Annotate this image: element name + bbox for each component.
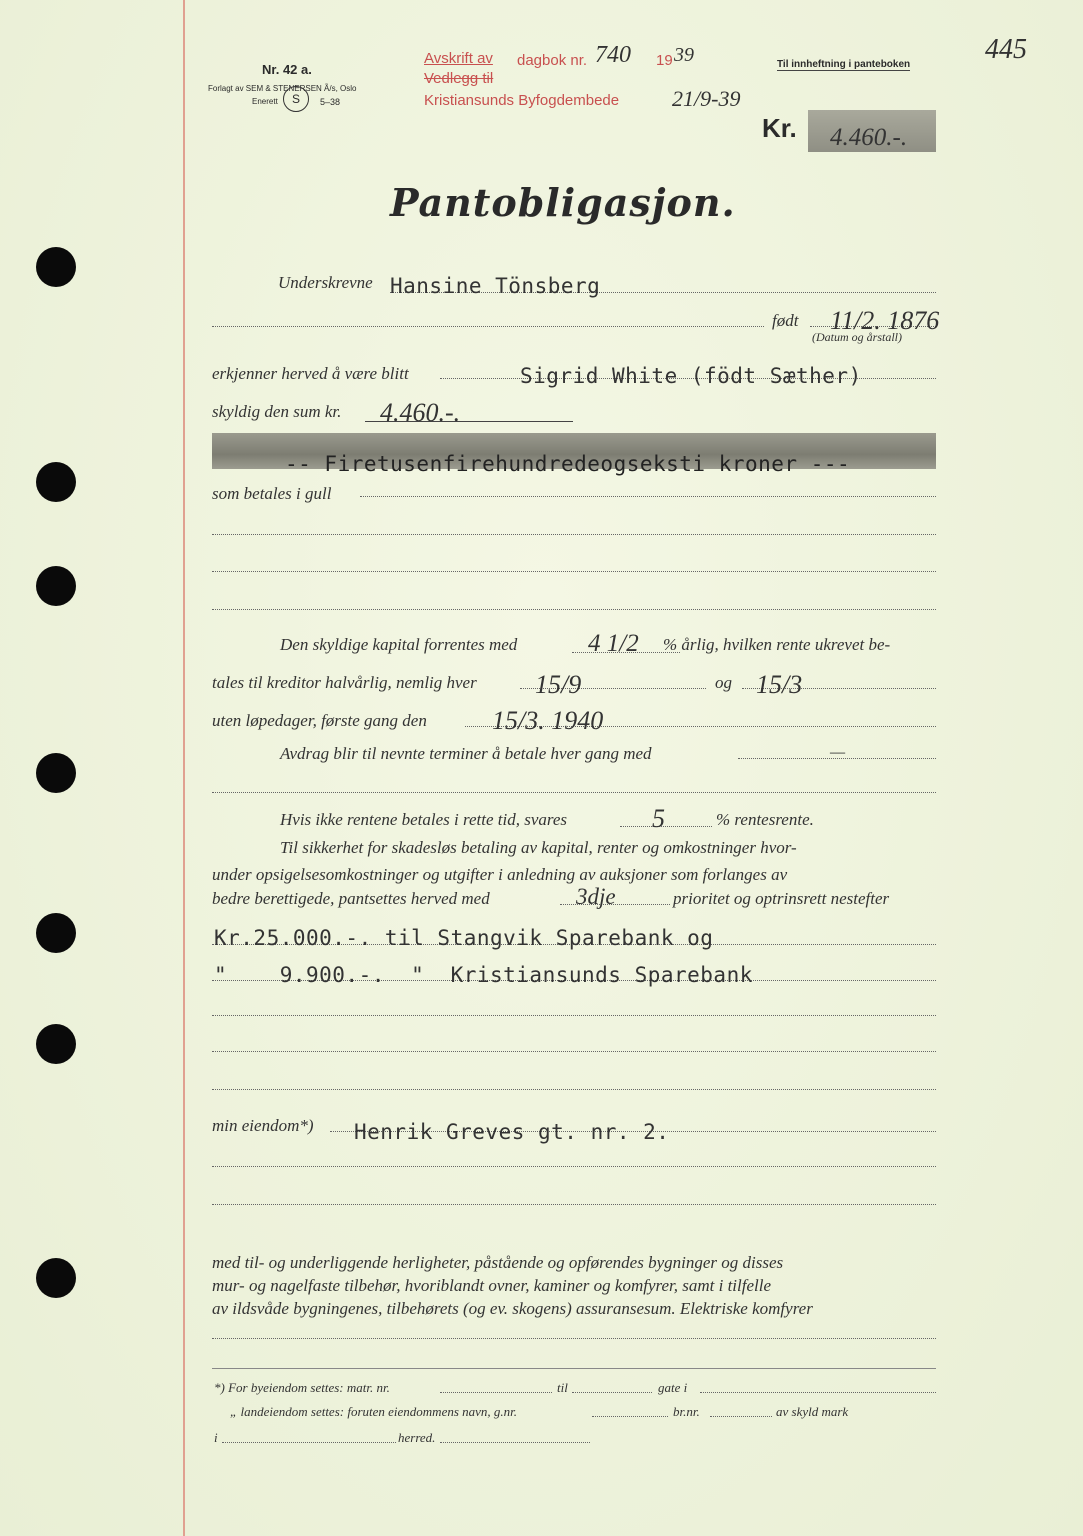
office-date: 21/9-39 xyxy=(672,86,741,111)
fodt-label: født xyxy=(772,311,799,330)
closing-line-1: med til- og underliggende herligheter, påstående og opførendes bygninger og disses xyxy=(212,1253,784,1272)
blank-line xyxy=(360,496,936,497)
blank-line xyxy=(212,1015,936,1016)
punch-hole xyxy=(36,1024,76,1064)
prior-claim-2: " 9.900.-. " Kristiansunds Sparebank xyxy=(214,963,753,987)
security-line-3b: prioritet og optrinsrett nestefter xyxy=(673,889,890,908)
office-name: Kristiansunds Byfogdembede xyxy=(424,92,620,109)
footnote-line xyxy=(440,1392,552,1393)
interest-line-1b: % årlig, hvilken rente ukrevet be- xyxy=(663,635,891,654)
blank-line xyxy=(212,1166,936,1167)
blank-line xyxy=(212,1089,936,1090)
footnote-1a: *) For byeiendom settes: matr. nr. xyxy=(214,1380,390,1395)
punch-hole xyxy=(36,247,76,287)
blank-line xyxy=(212,609,936,610)
erkjenner-label: erkjenner herved å være blitt xyxy=(212,364,409,383)
blank-line xyxy=(212,1338,936,1339)
form-number: Nr. 42 a. xyxy=(262,62,312,77)
fodt-hint: (Datum og årstall) xyxy=(812,330,902,344)
footnote-2a: „ landeiendom settes: foruten eiendommens navn, g.nr. xyxy=(230,1404,518,1419)
closing-line-2: mur- og nagelfaste tilbehør, hvoriblandt ovner, kaminer og komfyrer, samt i tilfelle xyxy=(212,1276,772,1295)
footnote-1b: til xyxy=(557,1380,568,1395)
footnote-3a: i xyxy=(214,1430,218,1445)
avdrag-label: Avdrag blir til nevnte terminer å betale hver gang med xyxy=(280,744,652,763)
amount-in-words: -- Firetusenfirehundredeogseksti kroner --- xyxy=(285,452,851,476)
publisher-seal-icon: S xyxy=(283,86,309,112)
undersk-label: Underskrevne xyxy=(278,273,373,292)
rente-pct-line xyxy=(620,826,712,827)
gull-label: som betales i gull xyxy=(212,484,332,503)
page-number: 445 xyxy=(985,34,1027,65)
security-line-2: under opsigelsesomkostninger og utgifter i anledning av auksjoner som forlanges av xyxy=(212,865,788,884)
footnote-line xyxy=(222,1442,396,1443)
publisher-code: 5–38 xyxy=(320,97,341,107)
year-hand: 39 xyxy=(674,44,694,66)
undersk-value: Hansine Tönsberg xyxy=(390,274,601,298)
kr-label: Kr. xyxy=(762,113,797,143)
footnote-line xyxy=(592,1416,668,1417)
interest-line-2a: tales til kreditor halvårlig, nemlig hver xyxy=(212,673,477,692)
publisher-enerett: Enerett xyxy=(252,97,278,106)
og-label: og xyxy=(715,673,732,692)
closing-line-3: av ildsvåde bygningenes, tilbehørets (og ev. skogens) assuransesum. Elektriske komfyrer xyxy=(212,1299,813,1318)
interest-line-1a: Den skyldige kapital forrentes med xyxy=(280,635,518,654)
margin-rule xyxy=(183,0,185,1536)
footnote-rule xyxy=(212,1368,936,1369)
skyldig-value: 4.460.-. xyxy=(380,398,461,427)
blank-line xyxy=(212,1204,936,1205)
punch-hole xyxy=(36,913,76,953)
blank-line xyxy=(212,792,936,793)
year-prefix: 19 xyxy=(656,52,673,69)
interest-line-3a: uten løpedager, første gang den xyxy=(212,711,427,730)
footnote-line xyxy=(710,1416,772,1417)
rate-value: 4 1/2 xyxy=(588,630,639,657)
footnote-line xyxy=(700,1392,936,1393)
priority-value: 3dje xyxy=(576,884,616,909)
footnote-2c: av skyld mark xyxy=(776,1404,849,1419)
footnote-line xyxy=(572,1392,652,1393)
date2-value: 15/3 xyxy=(756,670,803,699)
avdrag-value: — xyxy=(830,742,846,761)
footnote-2b: br.nr. xyxy=(673,1404,700,1419)
document-title: Pantobligasjon. xyxy=(390,180,736,225)
blank-line xyxy=(212,1051,936,1052)
security-line-3a: bedre berettigede, pantsettes herved med xyxy=(212,889,490,908)
kr-amount: 4.460.-. xyxy=(830,124,908,151)
rentesrente-label: % rentesrente. xyxy=(716,810,814,829)
innheftning-label: Til innheftning i panteboken xyxy=(777,59,911,70)
creditor-value: Sigrid White (födt Sæther) xyxy=(520,364,862,388)
vedlegg-label: Vedlegg til xyxy=(424,70,494,87)
property-label: min eiendom*) xyxy=(212,1116,314,1135)
punch-hole xyxy=(36,753,76,793)
footnote-line xyxy=(440,1442,590,1443)
security-line-1: Til sikkerhet for skadesløs betaling av kapital, renter og omkostninger hvor- xyxy=(280,838,797,857)
prior-claim-1: Kr.25.000.-. til Stangvik Sparebank og xyxy=(214,926,714,950)
footnote-1c: gate i xyxy=(658,1380,688,1395)
fodt-value: 11/2. 1876 xyxy=(830,306,940,335)
punch-hole xyxy=(36,1258,76,1298)
dagbok-number: 740 xyxy=(595,42,631,68)
punch-hole xyxy=(36,566,76,606)
footnote-3b: herred. xyxy=(398,1430,436,1445)
publisher-line: Forlagt av SEM & STENERSEN Ã/s, Oslo xyxy=(208,84,357,93)
hvis-label: Hvis ikke rentene betales i rette tid, svares xyxy=(280,810,568,829)
dagbok-label: dagbok nr. xyxy=(517,52,588,69)
blank-line xyxy=(212,534,936,535)
property-value: Henrik Greves gt. nr. 2. xyxy=(354,1120,670,1144)
avskrift-label: Avskrift av xyxy=(424,50,493,67)
date1-value: 15/9 xyxy=(535,670,582,699)
skyldig-label: skyldig den sum kr. xyxy=(212,402,342,421)
punch-hole xyxy=(36,462,76,502)
blank-line xyxy=(212,571,936,572)
rente-pct-value: 5 xyxy=(652,804,665,833)
first-date-value: 15/3. 1940 xyxy=(492,706,604,735)
blank-line xyxy=(212,326,764,327)
